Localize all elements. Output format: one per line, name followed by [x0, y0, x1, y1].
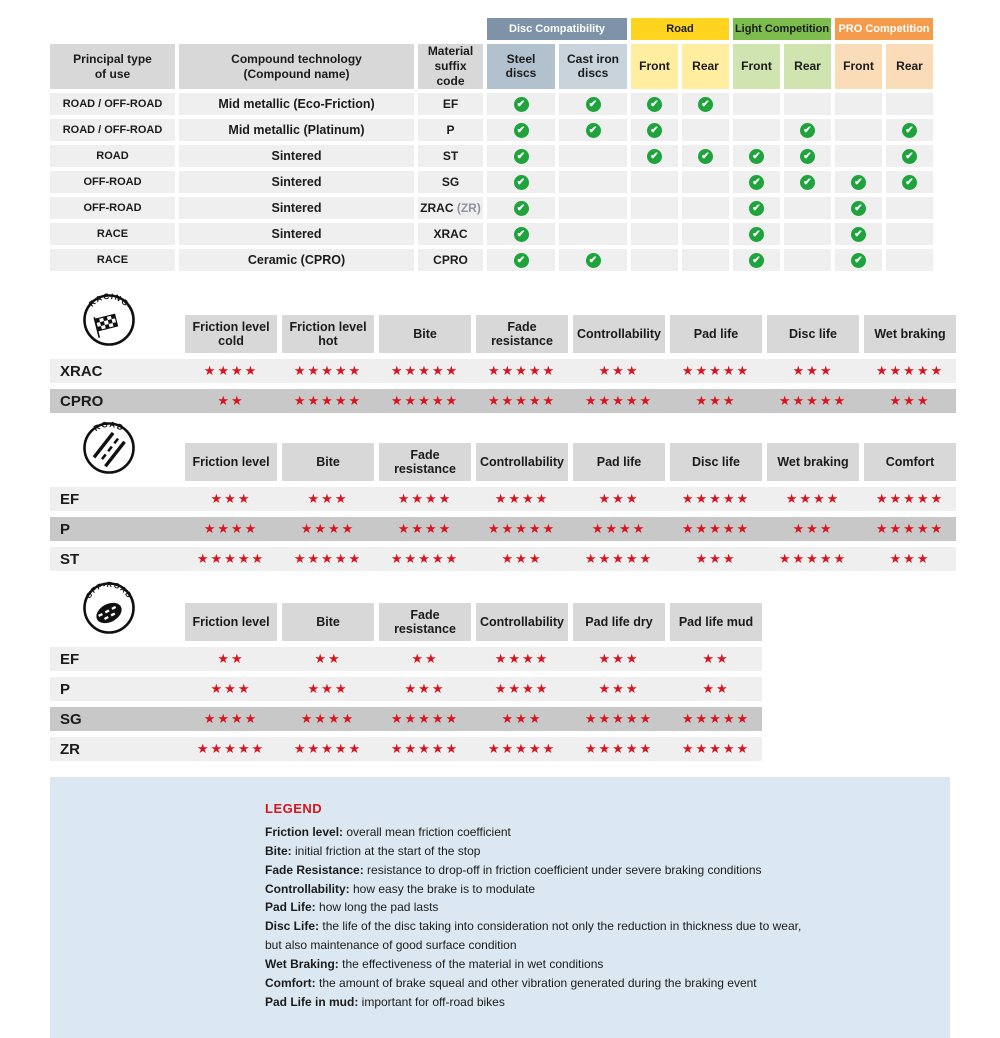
compatibility-cell [682, 197, 729, 219]
compatibility-cell [784, 171, 831, 193]
racing-section [50, 291, 1000, 413]
rating-row-xrac [50, 359, 956, 383]
compatibility-cell [559, 223, 627, 245]
check-icon: ✔ [514, 175, 529, 190]
compatibility-cell [631, 171, 678, 193]
svg-text:ROAD [92, 420, 125, 433]
compatibility-cell [835, 119, 882, 141]
star-rating: ★★★★★ [681, 711, 751, 726]
compatibility-cell [835, 93, 882, 115]
compatibility-cell [682, 93, 729, 115]
compat-body [50, 93, 933, 271]
star-rating: ★★★★ [203, 711, 259, 726]
svg-text:RACING [87, 292, 131, 309]
compat-head [50, 18, 933, 89]
rating-row-st [50, 547, 956, 571]
star-rating: ★★★★ [397, 521, 453, 536]
star-rating: ★★★ [792, 363, 834, 378]
legend-item: Comfort: the amount of brake squeal and other vibration generated during the braking event [265, 975, 757, 990]
compatibility-cell [631, 145, 678, 167]
compatibility-cell [487, 93, 555, 115]
legend-item: but also maintenance of good surface condition [265, 938, 517, 953]
offroad-rating-table [50, 603, 1000, 761]
compat-row-ef [50, 93, 933, 115]
compound-cell: Mid metallic (Eco-Friction) [179, 93, 414, 115]
legend-item: Pad Life in mud: important for off-road bikes [265, 994, 505, 1009]
suffix-code-cell: XRAC [418, 223, 483, 245]
compatibility-cell [835, 171, 882, 193]
brake-compound-chart-page [0, 14, 1000, 1014]
star-rating: ★★ [411, 651, 439, 666]
road-icon [80, 417, 138, 475]
column-header: Bite [282, 603, 374, 641]
compound-cell: Sintered [179, 145, 414, 167]
compatibility-cell [559, 249, 627, 271]
tire-track-glyph [93, 599, 125, 628]
star-rating: ★★★ [792, 521, 834, 536]
compat-row-cpro [50, 249, 933, 271]
star-rating: ★★★ [695, 551, 737, 566]
compatibility-cell [682, 249, 729, 271]
subcolumn-header: Rear [886, 44, 933, 89]
suffix-code-cell: SG [418, 171, 483, 193]
star-rating: ★★★★★ [875, 491, 945, 506]
compound-code-label: ZR [60, 740, 80, 758]
compatibility-cell [559, 119, 627, 141]
star-rating: ★★★★★ [390, 741, 460, 756]
compatibility-cell [682, 171, 729, 193]
compatibility-cell [784, 223, 831, 245]
check-icon: ✔ [800, 123, 815, 138]
legend-term: Wet Braking: [265, 957, 343, 972]
legend-title: LEGEND [265, 801, 323, 816]
racing-flag-icon-svg [80, 289, 138, 347]
group-header-disc-compatibility: Disc Compatibility [487, 18, 627, 40]
star-rating: ★★ [314, 651, 342, 666]
principal-use-cell: RACE [50, 223, 175, 245]
column-header: Comfort [864, 443, 956, 481]
offroad-tire-icon-svg [80, 577, 138, 635]
legend-term: Friction level: [265, 825, 347, 839]
compat-subheader-row [50, 44, 933, 89]
star-rating: ★★★★★ [390, 393, 460, 408]
compat-corner-spacer [50, 18, 483, 40]
star-rating: ★★★★★ [584, 551, 654, 566]
compatibility-cell [886, 249, 933, 271]
principal-use-cell: ROAD / OFF-ROAD [50, 119, 175, 141]
rating-row-cpro [50, 389, 956, 413]
compound-cell: Mid metallic (Platinum) [179, 119, 414, 141]
star-rating: ★★ [217, 393, 245, 408]
column-header: Disc life [670, 443, 762, 481]
star-rating: ★★★★★ [390, 551, 460, 566]
legend-item: Controllability: how easy the brake is to modulate [265, 881, 536, 896]
road-icon-svg [80, 417, 138, 475]
code-note: (ZR) [453, 201, 481, 215]
check-icon: ✔ [851, 253, 866, 268]
compound-code-label: EF [60, 490, 80, 508]
compound-cell: Sintered [179, 197, 414, 219]
compatibility-cell [886, 119, 933, 141]
check-icon: ✔ [902, 149, 917, 164]
compatibility-cell [835, 145, 882, 167]
rating-row-p [50, 517, 956, 541]
column-header: Bite [379, 315, 471, 353]
star-rating: ★★★ [598, 491, 640, 506]
column-header: Material suffix code [418, 44, 483, 89]
check-icon: ✔ [749, 201, 764, 216]
compatibility-cell [886, 145, 933, 167]
column-header: Disc life [767, 315, 859, 353]
legend-term: Comfort: [265, 975, 319, 990]
check-icon: ✔ [647, 97, 662, 112]
check-icon: ✔ [647, 149, 662, 164]
subcolumn-header: Front [835, 44, 882, 89]
offroad-tire-icon [80, 577, 138, 635]
legend-item: Disc Life: the life of the disc taking into consideration not only the reduction in thickness due to wear, [265, 919, 802, 934]
suffix-code-cell: ZRAC (ZR) [418, 197, 483, 219]
legend-term: Disc Life: [265, 919, 323, 934]
principal-use-cell: ROAD / OFF-ROAD [50, 93, 175, 115]
compound-code-label: EF [60, 650, 80, 668]
compatibility-cell [733, 249, 780, 271]
star-rating: ★★★ [307, 681, 349, 696]
compatibility-cell [886, 171, 933, 193]
compatibility-cell [784, 93, 831, 115]
star-rating: ★★★ [598, 651, 640, 666]
star-rating: ★★ [702, 681, 730, 696]
star-rating: ★★★★★ [778, 551, 848, 566]
compound-code-label: SG [60, 710, 82, 728]
star-rating: ★★★★★ [196, 741, 266, 756]
check-icon: ✔ [902, 175, 917, 190]
principal-use-cell: OFF-ROAD [50, 197, 175, 219]
subcolumn-header: Front [631, 44, 678, 89]
racing-flag-icon [80, 289, 138, 347]
compatibility-cell [733, 119, 780, 141]
group-header-road: Road [631, 18, 729, 40]
compound-code-label: CPRO [60, 392, 104, 410]
check-icon: ✔ [647, 123, 662, 138]
star-rating: ★★★★★ [390, 363, 460, 378]
star-rating: ★★★★★ [875, 363, 945, 378]
star-rating: ★★★★★ [487, 521, 557, 536]
column-header: Fade resistance [476, 315, 568, 353]
column-header: Controllability [573, 315, 665, 353]
check-icon: ✔ [514, 97, 529, 112]
principal-use-cell: ROAD [50, 145, 175, 167]
offroad-icon-label: OFF-ROAD [83, 579, 135, 601]
check-icon: ✔ [586, 97, 601, 112]
star-rating: ★★★★ [494, 651, 550, 666]
column-header: Pad life [670, 315, 762, 353]
star-rating: ★★★★ [300, 521, 356, 536]
subcolumn-header: Front [733, 44, 780, 89]
check-icon: ✔ [749, 149, 764, 164]
star-rating: ★★★★★ [778, 393, 848, 408]
compatibility-cell [682, 145, 729, 167]
compat-row-st [50, 145, 933, 167]
compatibility-cell [559, 171, 627, 193]
check-icon: ✔ [514, 201, 529, 216]
compatibility-cell [631, 93, 678, 115]
star-rating: ★★★ [501, 551, 543, 566]
legend-item: Friction level: overall mean friction coefficient [265, 825, 511, 839]
road-rating-table [50, 443, 1000, 571]
compatibility-cell [559, 145, 627, 167]
column-header: Bite [282, 443, 374, 481]
star-rating: ★★★★★ [681, 491, 751, 506]
column-header: Friction level [185, 443, 277, 481]
check-icon: ✔ [698, 149, 713, 164]
column-header: Pad life dry [573, 603, 665, 641]
star-rating: ★★★★ [785, 491, 841, 506]
star-rating: ★★★★ [494, 681, 550, 696]
compatibility-cell [886, 197, 933, 219]
star-rating: ★★★★★ [293, 741, 363, 756]
star-rating: ★★★★★ [487, 363, 557, 378]
check-icon: ✔ [698, 97, 713, 112]
compatibility-cell [487, 145, 555, 167]
compatibility-cell [559, 93, 627, 115]
check-icon: ✔ [902, 123, 917, 138]
compatibility-cell [733, 93, 780, 115]
column-header: Fade resistance [379, 443, 471, 481]
compatibility-cell [631, 197, 678, 219]
legend-term: Controllability: [265, 881, 353, 896]
suffix-code-cell: CPRO [418, 249, 483, 271]
check-icon: ✔ [514, 227, 529, 242]
compat-row-p [50, 119, 933, 141]
star-rating: ★★★★★ [487, 393, 557, 408]
star-rating: ★★★ [307, 491, 349, 506]
rating-header-row [50, 315, 956, 353]
star-rating: ★★★★★ [487, 741, 557, 756]
road-glyph [93, 432, 126, 467]
compatibility-cell [487, 119, 555, 141]
check-icon: ✔ [749, 253, 764, 268]
column-header: Pad life mud [670, 603, 762, 641]
column-header: Friction level [185, 603, 277, 641]
compatibility-cell [631, 119, 678, 141]
suffix-code-cell: EF [418, 93, 483, 115]
compatibility-cell [784, 197, 831, 219]
compound-cell: Sintered [179, 223, 414, 245]
check-icon: ✔ [749, 175, 764, 190]
compatibility-cell [631, 249, 678, 271]
star-rating: ★★★ [210, 491, 252, 506]
check-icon: ✔ [514, 123, 529, 138]
star-rating: ★★ [702, 651, 730, 666]
legend-term: Fade Resistance: [265, 862, 368, 877]
star-rating: ★★★ [598, 681, 640, 696]
check-icon: ✔ [851, 227, 866, 242]
star-rating: ★★★★★ [390, 711, 460, 726]
check-icon: ✔ [586, 253, 601, 268]
compat-row-sg [50, 171, 933, 193]
column-header: Friction level hot [282, 315, 374, 353]
column-header: Fade resistance [379, 603, 471, 641]
check-icon: ✔ [851, 201, 866, 216]
check-icon: ✔ [800, 149, 815, 164]
star-rating: ★★★★★ [584, 393, 654, 408]
subcolumn-header: Steel discs [487, 44, 555, 89]
star-rating: ★★★ [210, 681, 252, 696]
star-rating: ★★★ [404, 681, 446, 696]
compatibility-cell [784, 119, 831, 141]
star-rating: ★★★★★ [681, 363, 751, 378]
rating-header-row [50, 443, 956, 481]
check-icon: ✔ [800, 175, 815, 190]
suffix-code-cell: P [418, 119, 483, 141]
compound-code-label: XRAC [60, 362, 103, 380]
group-header-pro-competition: PRO Competition [835, 18, 933, 40]
check-icon: ✔ [514, 253, 529, 268]
rating-row-p [50, 677, 762, 701]
legend-item: Pad Life: how long the pad lasts [265, 900, 439, 915]
compound-code-label: P [60, 520, 71, 538]
principal-use-cell: OFF-ROAD [50, 171, 175, 193]
star-rating: ★★ [217, 651, 245, 666]
road-icon-label: ROAD [92, 419, 126, 434]
compatibility-cell [733, 223, 780, 245]
compatibility-table [46, 14, 937, 275]
compatibility-cell [784, 145, 831, 167]
compatibility-cell [487, 223, 555, 245]
star-rating: ★★★★ [203, 363, 259, 378]
compatibility-cell [886, 223, 933, 245]
subcolumn-header: Rear [784, 44, 831, 89]
subcolumn-header: Cast iron discs [559, 44, 627, 89]
principal-use-cell: RACE [50, 249, 175, 271]
star-rating: ★★★★ [494, 491, 550, 506]
star-rating: ★★★ [598, 363, 640, 378]
compatibility-cell [835, 249, 882, 271]
column-header: Wet braking [864, 315, 956, 353]
star-rating: ★★★ [501, 711, 543, 726]
check-icon: ✔ [749, 227, 764, 242]
compatibility-cell [682, 119, 729, 141]
star-rating: ★★★ [695, 393, 737, 408]
star-rating: ★★★★★ [293, 363, 363, 378]
check-icon: ✔ [586, 123, 601, 138]
star-rating: ★★★★★ [293, 393, 363, 408]
compatibility-cell [835, 197, 882, 219]
column-header: Principal type of use [50, 44, 175, 89]
rating-row-ef [50, 487, 956, 511]
compatibility-cell [886, 93, 933, 115]
legend-item: Wet Braking: the effectiveness of the material in wet conditions [265, 957, 604, 972]
star-rating: ★★★★ [300, 711, 356, 726]
star-rating: ★★★★★ [196, 551, 266, 566]
star-rating: ★★★★ [397, 491, 453, 506]
compound-code-label: P [60, 680, 71, 698]
legend-item: Bite: initial friction at the start of the stop [265, 843, 481, 858]
compatibility-cell [631, 223, 678, 245]
star-rating: ★★★★ [591, 521, 647, 536]
star-rating: ★★★★★ [875, 521, 945, 536]
group-header-light-competition: Light Competition [733, 18, 831, 40]
compatibility-cell [784, 249, 831, 271]
compatibility-cell [487, 171, 555, 193]
racing-rating-table [50, 315, 1000, 413]
compatibility-cell [733, 171, 780, 193]
compatibility-cell [487, 249, 555, 271]
column-header: Wet braking [767, 443, 859, 481]
rating-header-row [50, 603, 762, 641]
subcolumn-header: Rear [682, 44, 729, 89]
legend-items [265, 825, 910, 1010]
column-header: Friction level cold [185, 315, 277, 353]
star-rating: ★★★★★ [584, 741, 654, 756]
rating-row-zr [50, 737, 762, 761]
compatibility-cell [835, 223, 882, 245]
compatibility-cell [733, 197, 780, 219]
compatibility-cell [559, 197, 627, 219]
check-icon: ✔ [514, 149, 529, 164]
compatibility-cell [487, 197, 555, 219]
column-header: Controllability [476, 603, 568, 641]
legend-term: Pad Life in mud: [265, 994, 362, 1009]
compat-row-xrac [50, 223, 933, 245]
star-rating: ★★★★★ [681, 741, 751, 756]
column-header: Compound technology (Compound name) [179, 44, 414, 89]
offroad-section [50, 579, 1000, 761]
star-rating: ★★★★ [203, 521, 259, 536]
star-rating: ★★★★★ [293, 551, 363, 566]
legend-term: Pad Life: [265, 900, 320, 915]
rating-row-ef [50, 647, 762, 671]
compound-cell: Ceramic (CPRO) [179, 249, 414, 271]
svg-text:OFF-ROAD [84, 580, 134, 600]
road-section [50, 419, 1000, 571]
compound-cell: Sintered [179, 171, 414, 193]
column-header: Controllability [476, 443, 568, 481]
compat-row-zrac [50, 197, 933, 219]
star-rating: ★★★ [889, 551, 931, 566]
compatibility-cell [733, 145, 780, 167]
legend-item: Fade Resistance: resistance to drop-off in friction coefficient under severe braking conditions [265, 862, 762, 877]
legend-term: Bite: [265, 843, 295, 858]
legend-panel [50, 777, 950, 1038]
checkered-flag-glyph [94, 312, 119, 337]
compatibility-cell [682, 223, 729, 245]
compat-group-header-row [50, 18, 933, 40]
racing-icon-label: RACING [87, 291, 131, 309]
column-header: Pad life [573, 443, 665, 481]
compound-code-label: ST [60, 550, 80, 568]
rating-row-sg [50, 707, 762, 731]
star-rating: ★★★ [889, 393, 931, 408]
check-icon: ✔ [851, 175, 866, 190]
star-rating: ★★★★★ [584, 711, 654, 726]
star-rating: ★★★★★ [681, 521, 751, 536]
suffix-code-cell: ST [418, 145, 483, 167]
